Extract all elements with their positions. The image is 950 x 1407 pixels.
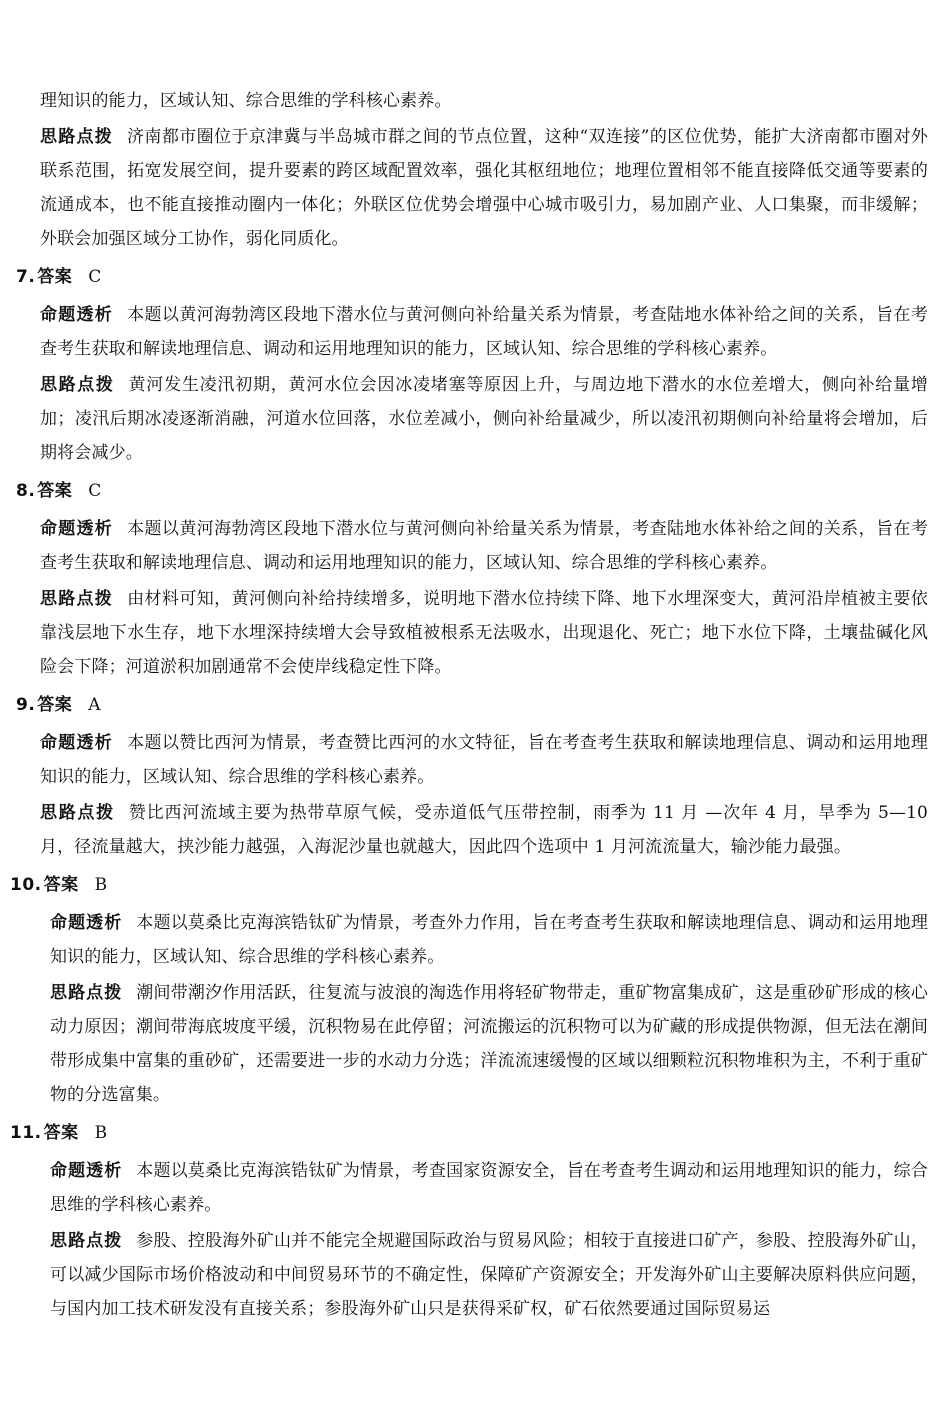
hint-text: 由材料可知，黄河侧向补给持续增多，说明地下潜水位持续下降、地下水埋深变大，黄河沿岸植被主要依靠浅层地下水生存，地下水埋深持续增大会导致植被根系无法吸水，出现退化、死亡；地下水位下降，土壤盐碱化风险会下降；河道淤积加剧通常不会使岸线稳定性下降。 [40,589,929,677]
hint-text: 赞比西河流域主要为热带草原气候，受赤道低气压带控制，雨季为 11 月 —次年 4 月，旱季为 5—10 月，径流量越大，挟沙能力越强，入海泥沙量也就越大，因此四个选项中 1 月河流流量大，输沙能力最强。 [40,803,929,857]
answer-value: C [88,267,102,287]
hint-label: 思路点拨 [40,803,115,823]
intent-paragraph [50,1154,928,1222]
hint-label: 思路点拨 [50,1231,123,1251]
question-header: 11. 答案 B [10,1123,108,1143]
question-10 [10,868,929,1112]
intent-text: 本题以赞比西河为情景，考查赞比西河的水文特征，旨在考查考生获取和解读地理信息、调动和运用地理知识的能力，区域认知、综合思维的学科核心素养。 [40,733,929,787]
intent-label: 命题透析 [40,519,114,539]
intent-label: 命题透析 [40,305,114,325]
question-header: 8. 答案 C [16,481,102,501]
hint-paragraph [40,368,928,470]
intent-text: 本题以黄河海勃湾区段地下潜水位与黄河侧向补给量关系为情景，考查陆地水体补给之间的关系，旨在考查考生获取和解读地理信息、调动和运用地理知识的能力，区域认知、综合思维的学科核心素养。 [40,519,929,573]
answer-value: C [88,481,102,501]
hint-paragraph [50,1224,928,1326]
answer-label: 答案 [43,875,79,895]
question-9 [16,688,929,864]
hint-text: 参股、控股海外矿山并不能完全规避国际政治与贸易风险；相较于直接进口矿产，参股、控股海外矿山，可以减少国际市场价格波动和中间贸易环节的不确定性，保障矿产资源安全；开发海外矿山主要解决原料供应问题，与国内加工技术研发没有直接关系；参股海外矿山只是获得采矿权，矿石依然要通过国际贸易运 [50,1231,929,1319]
hint-label: 思路点拨 [40,375,115,395]
hint-paragraph [40,582,928,684]
answer-label: 答案 [37,481,73,501]
question-header: 10. 答案 B [10,875,108,895]
intent-text: 本题以黄河海勃湾区段地下潜水位与黄河侧向补给量关系为情景，考查陆地水体补给之间的关系，旨在考查考生获取和解读地理信息、调动和运用地理知识的能力，区域认知、综合思维的学科核心素养。 [40,305,929,359]
hint-text: 济南都市圈位于京津冀与半岛城市群之间的节点位置，这种“双连接”的区位优势，能扩大济南都市圈对外联系范围，拓宽发展空间，提升要素的跨区域配置效率，强化其枢纽地位；地理位置相邻不能直接降低交通等要素的流通成本，也不能直接推动圈内一体化；外联区位优势会增强中心城市吸引力，易加剧产业、人口集聚，而非缓解；外联会加强区域分工协作，弱化同质化。 [40,127,929,249]
carryover-text: 理知识的能力，区域认知、综合思维的学科核心素养。 [40,91,452,111]
hint-label: 思路点拨 [40,589,114,609]
intent-label: 命题透析 [50,1161,123,1181]
hint-paragraph [40,796,928,864]
answer-label: 答案 [37,695,73,715]
intent-paragraph [40,298,928,366]
answer-label: 答案 [43,1123,79,1143]
question-8 [16,474,929,684]
hint-paragraph [50,976,928,1112]
question-7 [16,260,929,470]
intent-text: 本题以莫桑比克海滨锆钛矿为情景，考查外力作用，旨在考查考生获取和解读地理信息、调动和运用地理知识的能力，区域认知、综合思维的学科核心素养。 [50,913,929,967]
answer-value: B [94,875,108,895]
intent-paragraph [50,906,928,974]
intent-paragraph [40,726,928,794]
hint-label: 思路点拨 [40,127,114,147]
hint-text: 潮间带潮汐作用活跃，往复流与波浪的淘选作用将轻矿物带走，重矿物富集成矿，这是重砂矿形成的核心动力原因；潮间带海底坡度平缓，沉积物易在此停留；河流搬运的沉积物可以为矿藏的形成提供物源，但无法在潮间带形成集中富集的重砂矿，还需要进一步的水动力分选；洋流流速缓慢的区域以细颗粒沉积物堆积为主，不利于重矿物的分选富集。 [50,983,929,1105]
carryover-hint [40,120,928,256]
question-header: 7. 答案 C [16,267,102,287]
intent-label: 命题透析 [40,733,114,753]
answer-value: A [88,695,102,715]
intent-text: 本题以莫桑比克海滨锆钛矿为情景，考查国家资源安全，旨在考查考生调动和运用地理知识的能力，综合思维的学科核心素养。 [50,1161,929,1215]
question-header: 9. 答案 A [16,695,102,715]
hint-label: 思路点拨 [50,983,123,1003]
question-11 [10,1116,929,1326]
intent-label: 命题透析 [50,913,123,933]
answer-value: B [94,1123,108,1143]
intent-paragraph [40,512,928,580]
hint-text: 黄河发生凌汛初期，黄河水位会因冰凌堵塞等原因上升，与周边地下潜水的水位差增大，侧向补给量增加；凌汛后期冰凌逐渐消融，河道水位回落，水位差减小，侧向补给量减少，所以凌汛初期侧向补给量将会增加，后期将会减少。 [40,375,929,463]
answer-label: 答案 [37,267,73,287]
